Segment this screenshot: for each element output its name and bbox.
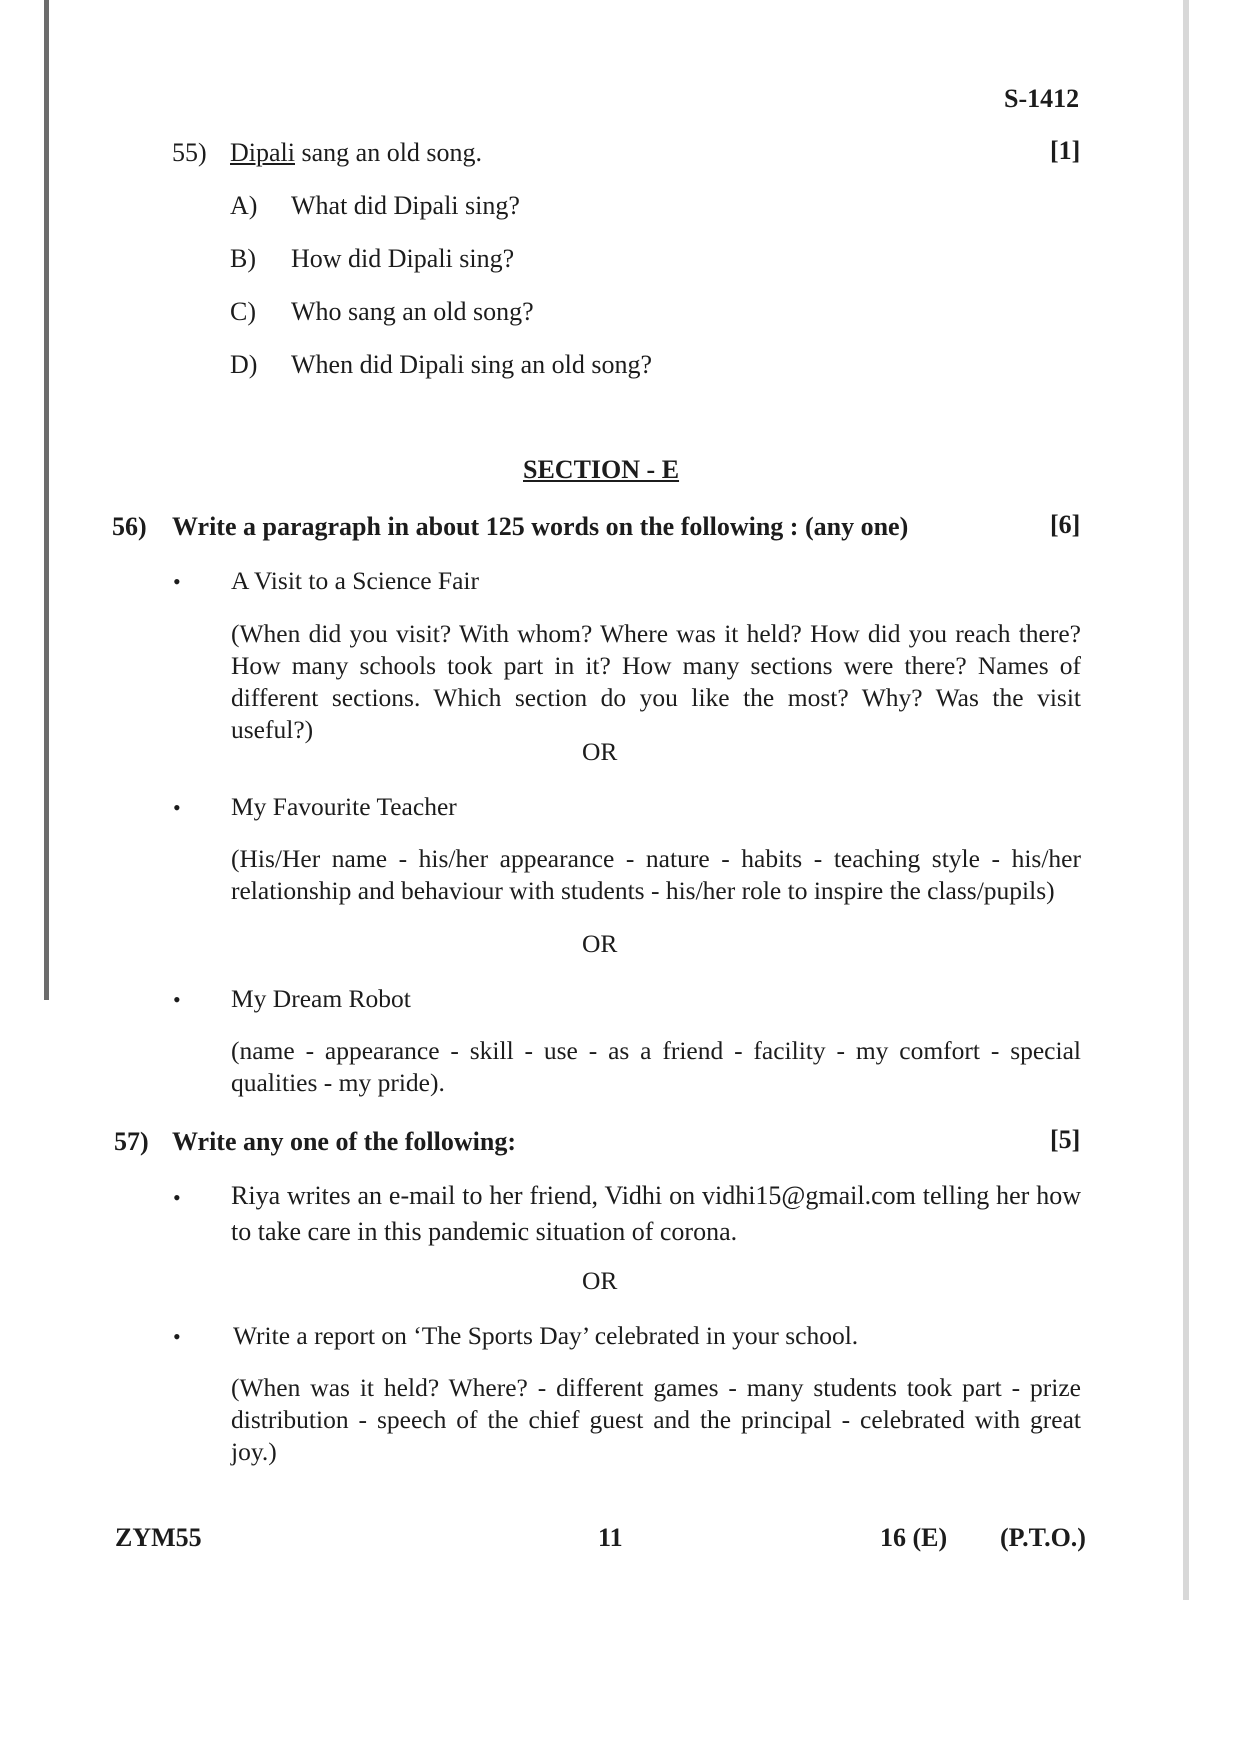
q56-topic-title: A Visit to a Science Fair <box>231 566 480 595</box>
bullet-icon: • <box>173 987 181 1012</box>
q56-topic-hint: (name - appearance - skill - use - as a friend - facility - my comfort - special qualities - my pride). <box>231 1036 1081 1097</box>
or-label: OR <box>582 737 618 766</box>
or-label: OR <box>582 929 618 958</box>
q56-question: Write a paragraph in about 125 words on the following : (any one) <box>172 512 909 541</box>
q55-option-text: When did Dipali sing an old song? <box>291 350 653 379</box>
q55-question <box>230 138 482 168</box>
bullet-icon: • <box>173 795 181 820</box>
q55-option-text: Who sang an old song? <box>291 297 534 326</box>
q56-topic-hint: (When did you visit? With whom? Where was it held? How did you reach there? How many schools took part in it? How many sections were there? Names of different sections. Which section do you like the most? Why? Was the visit useful?) <box>231 619 1081 744</box>
q57-item-hint: (When was it held? Where? - different games - many students took part - prize distribution - speech of the chief guest and the principal - celebrated with great joy.) <box>231 1373 1081 1466</box>
q55-number: 55) <box>172 138 207 167</box>
q57-marks: [5] <box>1050 1125 1081 1154</box>
footer-set: 16 (E) <box>880 1523 948 1552</box>
q56-number: 56) <box>112 512 147 541</box>
bullet-icon: • <box>173 1185 181 1210</box>
q55-option-label: D) <box>230 350 258 379</box>
q57-item-text: Riya writes an e-mail to her friend, Vidhi on vidhi15@gmail.com telling her how to take care in this pandemic situation of corona. <box>231 1181 1081 1246</box>
q55-option-text: How did Dipali sing? <box>291 244 515 273</box>
page-number: 11 <box>598 1523 623 1552</box>
q55-option-label: C) <box>230 297 256 326</box>
bullet-icon: • <box>173 1324 181 1349</box>
q56-topic-title: My Dream Robot <box>231 984 411 1013</box>
q56-topic-hint: (His/Her name - his/her appearance - nature - habits - teaching style - his/her relationship and behaviour with students - his/her role to inspire the class/pupils) <box>231 844 1081 905</box>
q57-question: Write any one of the following: <box>172 1127 516 1156</box>
q55-rest: sang an old song. <box>295 138 483 167</box>
q57-item-text: Write a report on ‘The Sports Day’ celebrated in your school. <box>233 1321 859 1350</box>
footer-pto: (P.T.O.) <box>1000 1523 1086 1552</box>
paper-code: S-1412 <box>1004 84 1080 113</box>
q55-option-label: A) <box>230 191 258 220</box>
q55-option-label: B) <box>230 244 256 273</box>
footer-code: ZYM55 <box>115 1523 202 1552</box>
q55-underlined-word: Dipali <box>230 138 295 167</box>
section-title: SECTION - E <box>523 455 680 484</box>
q55-option-text: What did Dipali sing? <box>291 191 520 220</box>
q55-marks: [1] <box>1050 136 1081 165</box>
q57-number: 57) <box>114 1127 149 1156</box>
q56-topic-title: My Favourite Teacher <box>231 792 457 821</box>
q56-marks: [6] <box>1050 510 1081 539</box>
or-label: OR <box>582 1266 618 1295</box>
bullet-icon: • <box>173 569 181 594</box>
